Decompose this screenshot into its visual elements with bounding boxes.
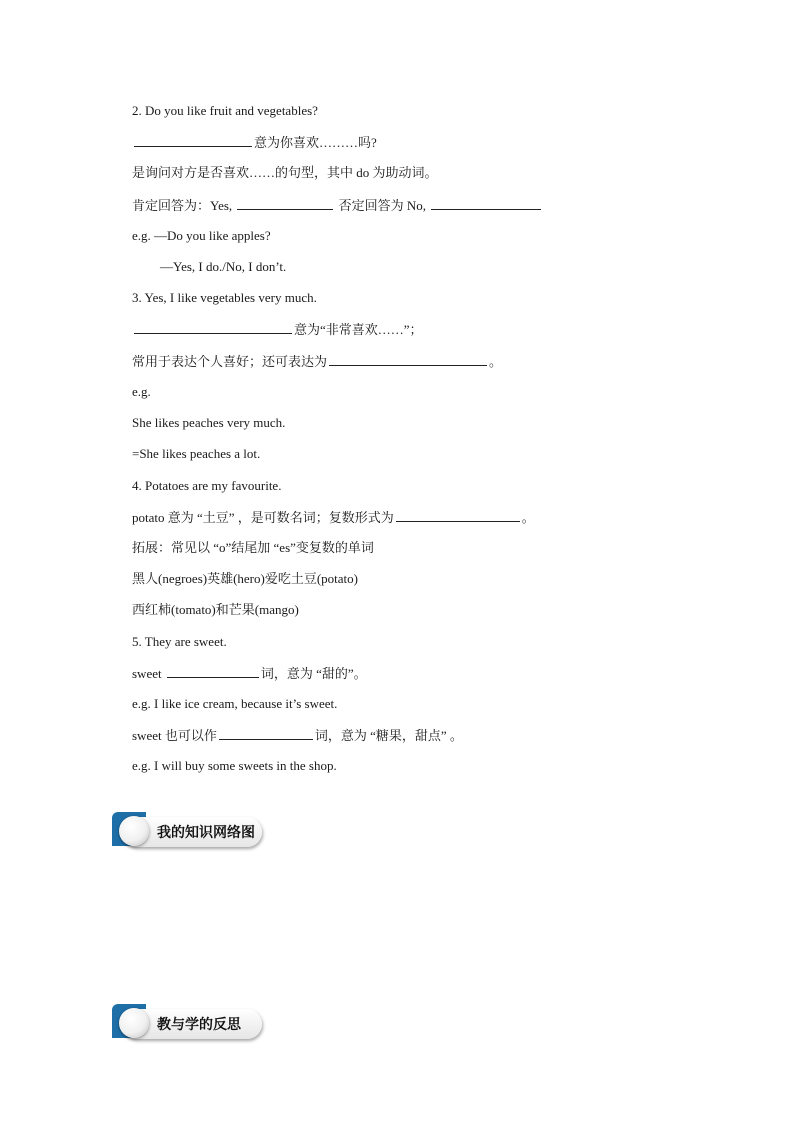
answer-blank[interactable] [134,321,292,334]
extension-line: 拓展：常见以 “o”结尾加 “es”变复数的单词 [132,540,374,555]
bullet-circle-icon [119,1008,149,1038]
point-2-meaning: 意为你喜欢………吗? [132,134,377,151]
point-2-heading: 2. Do you like fruit and vegetables? [132,103,318,118]
answer-blank[interactable] [219,727,313,740]
answer-blank[interactable] [431,197,541,210]
section-title: 教与学的反思 [157,1017,241,1033]
point-5-heading: 5. They are sweet. [132,634,227,649]
point-3-heading: 3. Yes, I like vegetables very much. [132,290,317,305]
point-2-explanation: 是询问对方是否喜欢……的句型，其中 do 为助动词。 [132,165,438,180]
example-line: =She likes peaches a lot. [132,446,261,461]
point-5-usage: sweet 也可以作 词，意为 “糖果，甜点” 。 [132,728,463,743]
mnemonic-line: 西红柿(tomato)和芒果(mango) [132,602,299,617]
point-2-answers: 肯定回答为：Yes, 否定回答为 No, [132,197,543,214]
section-header-reflection [112,1004,264,1042]
example-line: —Yes, I do./No, I don’t. [160,259,287,274]
example-line: e.g. I will buy some sweets in the shop. [132,758,337,773]
section-header-knowledge-map [112,812,264,850]
point-4-heading: 4. Potatoes are my favourite. [132,478,282,493]
answer-blank[interactable] [329,353,487,366]
example-line: e.g. I like ice cream, because it’s sweet. [132,696,338,711]
point-5-meaning: sweet 词，意为 “甜的”。 [132,666,367,681]
answer-blank[interactable] [237,197,333,210]
bullet-circle-icon [119,816,149,846]
example-line: She likes peaches very much. [132,415,286,430]
answer-blank[interactable] [167,665,259,678]
mnemonic-line: 黑人(negroes)英雄(hero)爱吃土豆(potato) [132,571,358,586]
example-line: e.g. [132,384,151,399]
point-3-usage: 常用于表达个人喜好；还可表达为 。 [132,354,503,369]
example-line: e.g. —Do you like apples? [132,228,271,243]
section-title: 我的知识网络图 [157,825,255,841]
answer-blank[interactable] [396,509,520,522]
point-4-meaning: potato 意为 “土豆” ，是可数名词；复数形式为 。 [132,510,535,525]
answer-blank[interactable] [134,134,252,147]
point-3-meaning: 意为“非常喜欢……”； [132,321,423,338]
